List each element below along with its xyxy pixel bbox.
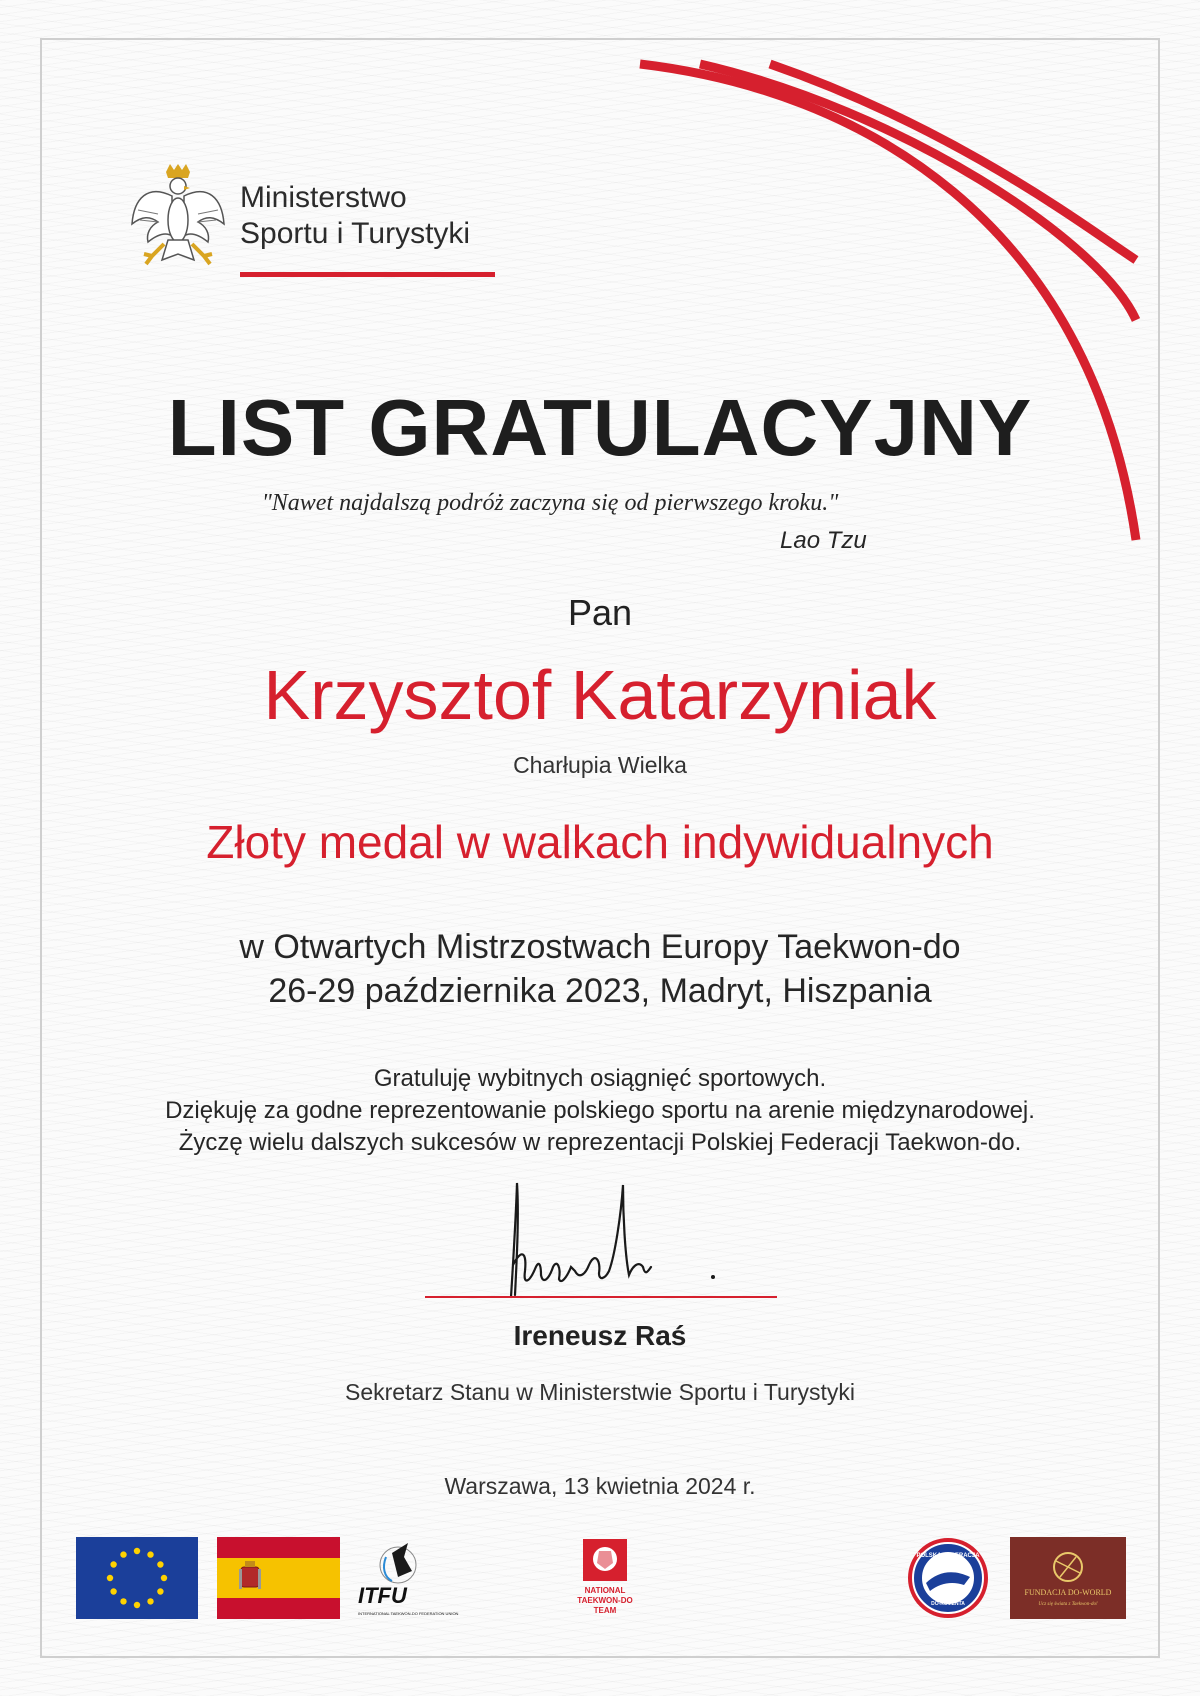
itfu-kicker-icon: [352, 1537, 462, 1619]
spain-coat-of-arms-icon: [239, 1561, 261, 1593]
signer-title: Sekretarz Stanu w Ministerstwie Sportu i Turystyki: [345, 1379, 855, 1405]
spain-flag-yellow-band: [217, 1558, 340, 1598]
ministry-red-underline: [240, 272, 495, 277]
national-team-line1: NATIONAL: [584, 1586, 626, 1595]
polska-federacja-top-text: POLSKA FEDERACJA: [916, 1553, 980, 1559]
certificate-title: LIST GRATULACYJNY: [167, 383, 1033, 472]
eu-flag-icon: [76, 1537, 198, 1619]
itfu-logo: [352, 1537, 462, 1619]
national-team-shield-icon: [567, 1537, 643, 1619]
fundacja-do-world-logo: [1010, 1537, 1126, 1619]
polska-federacja-badge-icon: [904, 1537, 992, 1619]
message-line1: Gratuluję wybitnych osiągnięć sportowych.: [373, 1065, 827, 1092]
congratulation-message: [0, 1063, 1200, 1159]
quote-text: "Nawet najdalszą podróż zaczyna się od pierwszego kroku.": [261, 490, 839, 516]
recipient-name: Krzysztof Katarzyniak: [263, 656, 937, 734]
national-team-line3: TEAM: [593, 1606, 617, 1615]
ministry-name-line1: Ministerstwo: [240, 181, 407, 214]
message-line2: Dziękuję za godne reprezentowanie polskiego sportu na arenie międzynarodowej.: [165, 1097, 1035, 1124]
itfu-logo-text: ITFU: [358, 1583, 407, 1608]
ministry-name: [240, 180, 470, 252]
signer-name: Ireneusz Raś: [513, 1320, 687, 1351]
event-line1: w Otwartych Mistrzostwach Europy Taekwon-do: [239, 928, 961, 966]
place-and-date: Warszawa, 13 kwietnia 2024 r.: [444, 1473, 756, 1499]
ministry-name-line2: Sportu i Turystyki: [240, 217, 471, 250]
itfu-logo-subtext: INTERNATIONAL TAEKWON-DO FEDERATION UNION: [358, 1611, 459, 1616]
quote-author: Lao Tzu: [780, 527, 867, 554]
message-line3: Życzę wielu dalszych sukcesów w reprezentacji Polskiej Federacji Taekwon-do.: [178, 1129, 1022, 1156]
salutation: Pan: [567, 592, 633, 633]
polska-federacja-logo: [904, 1537, 992, 1619]
award-title: Złoty medal w walkach indywidualnych: [206, 816, 994, 868]
fundacja-tagline: Ucz się świata z Taekwon-do!: [1038, 1602, 1098, 1607]
national-team-line2: TAEKWON-DO: [577, 1596, 633, 1605]
ministry-logo: [128, 160, 508, 290]
recipient-town: Charłupia Wielka: [513, 752, 687, 778]
national-taekwondo-team-logo: [567, 1537, 643, 1619]
handwritten-signature: [495, 1175, 735, 1305]
fundacja-globe-icon: [1010, 1537, 1126, 1619]
event-description: [0, 925, 1200, 1013]
white-eagle-emblem-icon: [128, 164, 228, 276]
signature-line: [425, 1296, 777, 1298]
eu-stars-icon: [76, 1537, 198, 1619]
spain-flag-icon: [217, 1537, 340, 1619]
polska-federacja-bottom-text: DO-KUMENTA: [931, 1601, 965, 1607]
event-line2: 26-29 października 2023, Madryt, Hiszpania: [268, 972, 932, 1010]
fundacja-title: FUNDACJA DO-WORLD: [1024, 1588, 1112, 1597]
